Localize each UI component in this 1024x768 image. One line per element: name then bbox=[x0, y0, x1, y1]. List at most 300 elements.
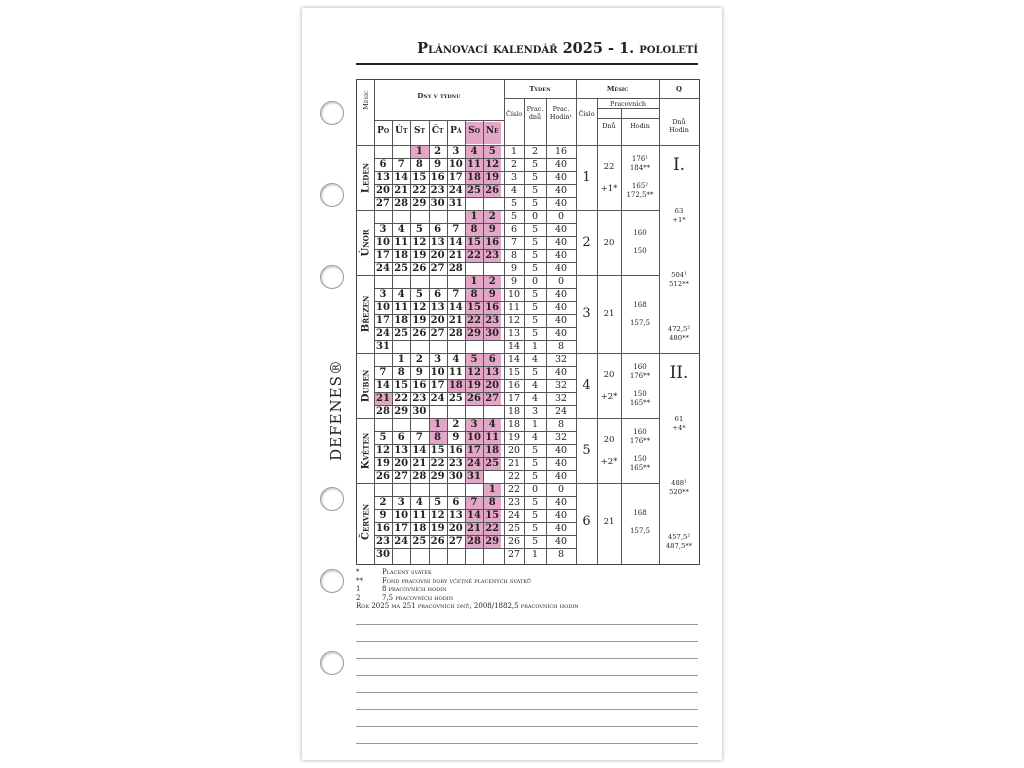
week-number: 2 bbox=[510, 159, 518, 170]
table-rule bbox=[659, 353, 699, 354]
quarter-hours-value: 488¹ bbox=[671, 479, 687, 487]
day-cell: 20 bbox=[394, 458, 409, 469]
day-cell: 28 bbox=[394, 198, 409, 209]
day-cell: 31 bbox=[467, 471, 481, 482]
day-cell: 19 bbox=[485, 172, 500, 183]
day-cell: 11 bbox=[485, 432, 500, 443]
month-hours bbox=[621, 363, 659, 408]
week-number: 24 bbox=[507, 510, 521, 521]
table-rule bbox=[597, 108, 659, 109]
month-hours-value bbox=[621, 518, 659, 527]
day-cell: 3 bbox=[434, 354, 442, 365]
day-cell: 12 bbox=[467, 367, 481, 378]
week-number: 11 bbox=[507, 302, 521, 313]
table-rule bbox=[597, 118, 659, 119]
table-rule bbox=[374, 457, 576, 458]
week-hours: 0 bbox=[557, 276, 565, 287]
week-hours: 40 bbox=[554, 185, 568, 196]
table-rule bbox=[374, 522, 576, 523]
week-workdays: 0 bbox=[531, 211, 539, 222]
week-number: 19 bbox=[507, 432, 521, 443]
month-name bbox=[357, 210, 374, 275]
day-cell: 21 bbox=[467, 523, 481, 534]
quarter-hours-value bbox=[659, 307, 699, 316]
table-rule bbox=[374, 171, 576, 172]
day-cell: 1 bbox=[470, 211, 478, 222]
month-hours bbox=[621, 301, 659, 328]
day-cell: 3 bbox=[397, 497, 405, 508]
day-cell: 9 bbox=[452, 432, 460, 443]
month-name-text: Únor bbox=[360, 228, 371, 257]
week-hours: 40 bbox=[554, 289, 568, 300]
day-cell: 8 bbox=[470, 289, 478, 300]
table-rule bbox=[374, 379, 576, 380]
day-header-4: Čt bbox=[431, 126, 444, 136]
week-workdays: 1 bbox=[531, 549, 539, 560]
month-column-header-text: Měsíc bbox=[361, 90, 370, 110]
table-rule bbox=[374, 327, 576, 328]
day-cell: 7 bbox=[470, 497, 478, 508]
month-hours bbox=[621, 509, 659, 536]
day-header-6: So bbox=[468, 126, 480, 136]
quarter-days-hours-header: Dnů Hodin bbox=[669, 118, 689, 134]
day-cell: 12 bbox=[430, 510, 445, 521]
week-hours: 40 bbox=[554, 315, 568, 326]
quarter-hours-value: 520** bbox=[669, 488, 689, 496]
month-hours-value: 157,5 bbox=[629, 526, 651, 535]
week-number: 16 bbox=[507, 380, 521, 391]
table-rule bbox=[374, 535, 576, 536]
day-cell: 27 bbox=[485, 393, 500, 404]
quarter-hours-value: 487,5** bbox=[665, 542, 693, 550]
day-cell: 12 bbox=[412, 302, 427, 313]
quarter-hours-value bbox=[659, 524, 699, 533]
month-hours-value: 157,5 bbox=[629, 318, 651, 327]
day-cell: 29 bbox=[467, 328, 481, 339]
legend-symbol: * bbox=[356, 568, 360, 576]
day-cell: 17 bbox=[467, 445, 481, 456]
day-cell: 5 bbox=[415, 289, 423, 300]
week-hours-header: Prac. Hodin¹ bbox=[549, 105, 573, 121]
month-hours-value: 160 bbox=[633, 428, 647, 436]
week-hours: 40 bbox=[554, 159, 568, 170]
month-workdays-value: 20 bbox=[603, 369, 615, 380]
month-number: 4 bbox=[582, 377, 591, 393]
day-cell: 26 bbox=[412, 328, 427, 339]
quarter-hours-value: 504¹ bbox=[671, 271, 687, 279]
day-cell: 17 bbox=[430, 380, 445, 391]
quarter-label: II. bbox=[669, 363, 689, 383]
table-rule bbox=[576, 80, 577, 564]
month-hours bbox=[621, 229, 659, 256]
month-workdays bbox=[597, 232, 621, 254]
quarter-days bbox=[659, 207, 699, 225]
binder-hole bbox=[320, 487, 344, 511]
day-cell: 18 bbox=[467, 172, 481, 183]
day-cell: 8 bbox=[434, 432, 442, 443]
day-cell: 7 bbox=[452, 224, 460, 235]
month-workdays bbox=[597, 303, 621, 325]
day-cell: 17 bbox=[448, 172, 463, 183]
week-workdays: 5 bbox=[531, 497, 539, 508]
day-cell: 13 bbox=[485, 367, 500, 378]
day-cell: 9 bbox=[488, 289, 496, 300]
day-cell: 12 bbox=[485, 159, 500, 170]
day-cell: 24 bbox=[394, 536, 409, 547]
week-hours: 32 bbox=[554, 393, 568, 404]
day-cell: 11 bbox=[394, 237, 409, 248]
quarter-hours-value: 457,5² bbox=[667, 533, 691, 541]
month-name bbox=[357, 145, 374, 210]
quarter-hours-value: 512** bbox=[669, 280, 689, 288]
month-hours-value: 176** bbox=[629, 437, 651, 445]
week-number: 8 bbox=[510, 250, 518, 261]
day-cell: 1 bbox=[397, 354, 405, 365]
legend-text: Fond pracovní doby včetně placených svátků bbox=[382, 576, 532, 585]
note-line bbox=[356, 692, 698, 693]
binder-hole bbox=[320, 183, 344, 207]
week-hours: 0 bbox=[557, 484, 565, 495]
day-cell: 11 bbox=[467, 159, 481, 170]
day-cell: 10 bbox=[376, 302, 390, 313]
table-rule bbox=[374, 120, 504, 121]
day-cell: 14 bbox=[412, 445, 427, 456]
month-workdays-value: 21 bbox=[603, 517, 615, 527]
week-number: 18 bbox=[507, 406, 521, 417]
title-rule bbox=[356, 63, 698, 65]
week-header: Týden bbox=[529, 85, 551, 93]
day-cell: 22 bbox=[394, 393, 409, 404]
month-hours-value: 165² bbox=[631, 182, 649, 190]
day-cell: 31 bbox=[448, 198, 463, 209]
day-cell: 3 bbox=[379, 224, 387, 235]
day-cell: 21 bbox=[448, 315, 463, 326]
month-number-header: Číslo bbox=[578, 110, 595, 118]
day-cell: 20 bbox=[448, 523, 463, 534]
quarter-hours bbox=[659, 271, 699, 343]
day-cell: 7 bbox=[397, 159, 405, 170]
week-number: 12 bbox=[507, 315, 521, 326]
table-rule bbox=[374, 470, 576, 471]
week-number: 18 bbox=[507, 419, 521, 430]
quarter-hours-value bbox=[659, 497, 699, 506]
day-cell: 10 bbox=[394, 510, 409, 521]
day-cell: 9 bbox=[488, 224, 496, 235]
day-cell: 15 bbox=[467, 237, 481, 248]
day-cell: 23 bbox=[485, 250, 500, 261]
quarter-hours-value bbox=[659, 298, 699, 307]
day-cell: 13 bbox=[430, 302, 445, 313]
month-column-header bbox=[357, 80, 374, 120]
binder-hole bbox=[320, 651, 344, 675]
table-rule bbox=[374, 548, 576, 549]
month-hours-value: 168 bbox=[633, 508, 647, 517]
quarter-days-value: 63 bbox=[674, 207, 684, 215]
month-workdays-value: 22 bbox=[603, 161, 615, 172]
month-name bbox=[357, 483, 374, 561]
week-hours: 40 bbox=[554, 497, 568, 508]
page-title: Plánovací kalendář 2025 - 1. pololetí bbox=[417, 40, 698, 57]
month-hours-value: 176** bbox=[629, 372, 651, 380]
week-hours: 40 bbox=[554, 198, 568, 209]
day-cell: 28 bbox=[376, 406, 390, 417]
week-workdays: 0 bbox=[531, 276, 539, 287]
calendar-table bbox=[356, 79, 700, 565]
table-rule bbox=[374, 184, 576, 185]
month-workdays bbox=[597, 156, 621, 200]
month-hours-value bbox=[621, 446, 659, 455]
day-cell: 2 bbox=[379, 497, 387, 508]
week-number: 25 bbox=[507, 523, 521, 534]
day-cell: 3 bbox=[379, 289, 387, 300]
day-cell: 19 bbox=[412, 250, 427, 261]
day-cell: 4 bbox=[397, 289, 405, 300]
day-cell: 4 bbox=[452, 354, 460, 365]
day-cell: 11 bbox=[412, 510, 427, 521]
week-number: 23 bbox=[507, 497, 521, 508]
legend-item bbox=[356, 594, 698, 603]
day-cell: 6 bbox=[452, 497, 460, 508]
quarter-days-value: +4* bbox=[672, 424, 686, 432]
day-cell: 17 bbox=[394, 523, 409, 534]
month-number: 5 bbox=[582, 442, 591, 458]
month-header: Měsíc bbox=[606, 85, 629, 93]
day-cell: 1 bbox=[488, 484, 496, 495]
legend-item bbox=[356, 568, 698, 577]
day-cell: 24 bbox=[467, 458, 481, 469]
working-header: Pracovních bbox=[609, 100, 647, 108]
month-hours-value: 176¹ bbox=[631, 155, 649, 163]
week-number: 6 bbox=[510, 224, 518, 235]
day-cell: 15 bbox=[412, 172, 427, 183]
week-workdays: 5 bbox=[531, 185, 539, 196]
day-cell: 15 bbox=[485, 510, 500, 521]
table-rule bbox=[374, 431, 576, 432]
week-workdays: 4 bbox=[531, 393, 539, 404]
day-cell: 10 bbox=[467, 432, 481, 443]
day-cell: 20 bbox=[485, 380, 500, 391]
day-cell: 6 bbox=[397, 432, 405, 443]
day-cell: 5 bbox=[470, 354, 478, 365]
day-cell: 8 bbox=[488, 497, 496, 508]
binder-hole bbox=[320, 569, 344, 593]
month-days-header: Dnů bbox=[602, 122, 616, 130]
week-hours: 8 bbox=[557, 549, 565, 560]
month-hours bbox=[621, 155, 659, 200]
table-rule bbox=[374, 392, 576, 393]
day-cell: 21 bbox=[394, 185, 409, 196]
table-rule bbox=[374, 236, 576, 237]
day-cell: 30 bbox=[430, 198, 445, 209]
month-workdays-value: +1* bbox=[600, 183, 618, 194]
month-hours-value bbox=[621, 173, 659, 182]
day-cell: 26 bbox=[412, 263, 427, 274]
day-cell: 8 bbox=[470, 224, 478, 235]
quarter-hours-value: 480** bbox=[669, 334, 689, 342]
month-number: 1 bbox=[582, 169, 591, 185]
note-line bbox=[356, 743, 698, 744]
week-hours: 40 bbox=[554, 250, 568, 261]
week-hours: 8 bbox=[557, 341, 565, 352]
week-hours: 40 bbox=[554, 471, 568, 482]
day-cell: 14 bbox=[448, 237, 463, 248]
month-hours-value: 150 bbox=[633, 390, 647, 398]
week-workdays-header: Prac. dnů bbox=[526, 105, 544, 121]
legend-symbol: ** bbox=[356, 576, 363, 585]
week-number: 27 bbox=[507, 549, 521, 560]
day-cell: 10 bbox=[448, 159, 463, 170]
week-hours: 16 bbox=[554, 146, 568, 157]
week-workdays: 5 bbox=[531, 328, 539, 339]
month-hours-value bbox=[621, 310, 659, 319]
month-name bbox=[357, 353, 374, 418]
day-cell: 30 bbox=[412, 406, 427, 417]
week-workdays: 5 bbox=[531, 172, 539, 183]
week-workdays: 2 bbox=[531, 146, 539, 157]
day-cell: 29 bbox=[485, 536, 500, 547]
day-cell: 22 bbox=[430, 458, 445, 469]
week-workdays: 5 bbox=[531, 263, 539, 274]
week-number: 22 bbox=[507, 484, 521, 495]
month-hours-value: 160 bbox=[633, 229, 647, 237]
day-cell: 19 bbox=[376, 458, 390, 469]
quarter-days-value: 61 bbox=[674, 415, 684, 423]
day-cell: 6 bbox=[434, 224, 442, 235]
week-workdays: 5 bbox=[531, 445, 539, 456]
week-number: 5 bbox=[510, 211, 518, 222]
day-cell: 15 bbox=[394, 380, 409, 391]
month-name bbox=[357, 418, 374, 483]
table-rule bbox=[374, 366, 576, 367]
day-cell: 21 bbox=[412, 458, 427, 469]
day-cell: 17 bbox=[376, 315, 390, 326]
month-name bbox=[357, 275, 374, 353]
month-workdays-value: 20 bbox=[603, 237, 615, 248]
month-hours-header: Hodin bbox=[630, 122, 650, 130]
day-cell: 2 bbox=[488, 211, 496, 222]
week-number: 14 bbox=[507, 354, 521, 365]
day-cell: 15 bbox=[467, 302, 481, 313]
day-cell: 27 bbox=[430, 263, 445, 274]
week-workdays: 5 bbox=[531, 458, 539, 469]
table-rule bbox=[374, 405, 576, 406]
legend-text: Placený svátek bbox=[382, 568, 432, 576]
day-cell: 4 bbox=[397, 224, 405, 235]
week-hours: 40 bbox=[554, 510, 568, 521]
day-cell: 31 bbox=[376, 341, 390, 352]
planner-page bbox=[302, 8, 722, 760]
day-cell: 13 bbox=[448, 510, 463, 521]
quarter-hours-value bbox=[659, 506, 699, 515]
table-rule bbox=[374, 314, 576, 315]
quarter-hours bbox=[659, 479, 699, 551]
day-cell: 26 bbox=[467, 393, 481, 404]
day-cell: 30 bbox=[376, 549, 390, 560]
day-cell: 5 bbox=[488, 146, 496, 157]
week-workdays: 5 bbox=[531, 302, 539, 313]
day-cell: 28 bbox=[412, 471, 427, 482]
week-hours: 32 bbox=[554, 354, 568, 365]
day-cell: 27 bbox=[430, 328, 445, 339]
month-number: 6 bbox=[582, 514, 591, 529]
week-workdays: 5 bbox=[531, 237, 539, 248]
day-cell: 23 bbox=[485, 315, 500, 326]
day-cell: 16 bbox=[485, 237, 500, 248]
day-cell: 5 bbox=[415, 224, 423, 235]
week-hours: 32 bbox=[554, 380, 568, 391]
day-cell: 25 bbox=[485, 458, 500, 469]
day-cell: 2 bbox=[415, 354, 423, 365]
day-cell: 9 bbox=[434, 159, 442, 170]
day-cell: 20 bbox=[376, 185, 390, 196]
legend-item bbox=[356, 577, 698, 586]
month-name-text: Březen bbox=[360, 295, 371, 333]
day-cell: 28 bbox=[448, 263, 463, 274]
quarter-hours-value bbox=[659, 316, 699, 325]
day-cell: 7 bbox=[379, 367, 387, 378]
day-cell: 30 bbox=[485, 328, 500, 339]
day-cell: 6 bbox=[434, 289, 442, 300]
week-hours: 24 bbox=[554, 406, 568, 417]
day-cell: 29 bbox=[412, 198, 427, 209]
day-cell: 18 bbox=[448, 380, 463, 391]
legend-text: 7,5 pracovních hodin bbox=[382, 593, 454, 602]
day-cell: 14 bbox=[467, 510, 481, 521]
day-cell: 27 bbox=[394, 471, 409, 482]
week-number: 3 bbox=[510, 172, 518, 183]
month-number: 2 bbox=[582, 234, 591, 250]
day-cell: 24 bbox=[448, 185, 463, 196]
week-hours: 40 bbox=[554, 536, 568, 547]
month-workdays bbox=[597, 364, 621, 408]
table-rule bbox=[374, 158, 576, 159]
day-cell: 2 bbox=[452, 419, 460, 430]
day-cell: 1 bbox=[415, 146, 423, 157]
week-workdays: 4 bbox=[531, 354, 539, 365]
week-workdays: 0 bbox=[531, 484, 539, 495]
table-rule bbox=[374, 301, 576, 302]
week-number: 9 bbox=[510, 276, 518, 287]
legend-text: 8 pracovních hodin bbox=[382, 585, 447, 594]
day-cell: 16 bbox=[412, 380, 427, 391]
day-cell: 8 bbox=[415, 159, 423, 170]
week-hours: 40 bbox=[554, 445, 568, 456]
day-cell: 7 bbox=[452, 289, 460, 300]
day-cell: 22 bbox=[485, 523, 500, 534]
day-cell: 14 bbox=[394, 172, 409, 183]
week-workdays: 5 bbox=[531, 289, 539, 300]
week-workdays: 5 bbox=[531, 198, 539, 209]
day-cell: 18 bbox=[485, 445, 500, 456]
table-rule bbox=[374, 197, 576, 198]
week-number: 21 bbox=[507, 458, 521, 469]
quarter-hours-value: 472,5² bbox=[667, 325, 691, 333]
month-hours-value: 168 bbox=[633, 300, 647, 309]
day-cell: 23 bbox=[430, 185, 445, 196]
week-number: 14 bbox=[507, 341, 521, 352]
week-hours: 40 bbox=[554, 523, 568, 534]
week-workdays: 5 bbox=[531, 536, 539, 547]
day-cell: 3 bbox=[452, 146, 460, 157]
month-name-text: Květen bbox=[360, 432, 371, 469]
quarter-label: I. bbox=[672, 155, 686, 175]
day-cell: 17 bbox=[376, 250, 390, 261]
week-number: 7 bbox=[510, 237, 518, 248]
note-line bbox=[356, 709, 698, 710]
day-cell: 27 bbox=[376, 198, 390, 209]
day-cell: 11 bbox=[448, 367, 463, 378]
legend-symbol: 2 bbox=[356, 593, 361, 602]
